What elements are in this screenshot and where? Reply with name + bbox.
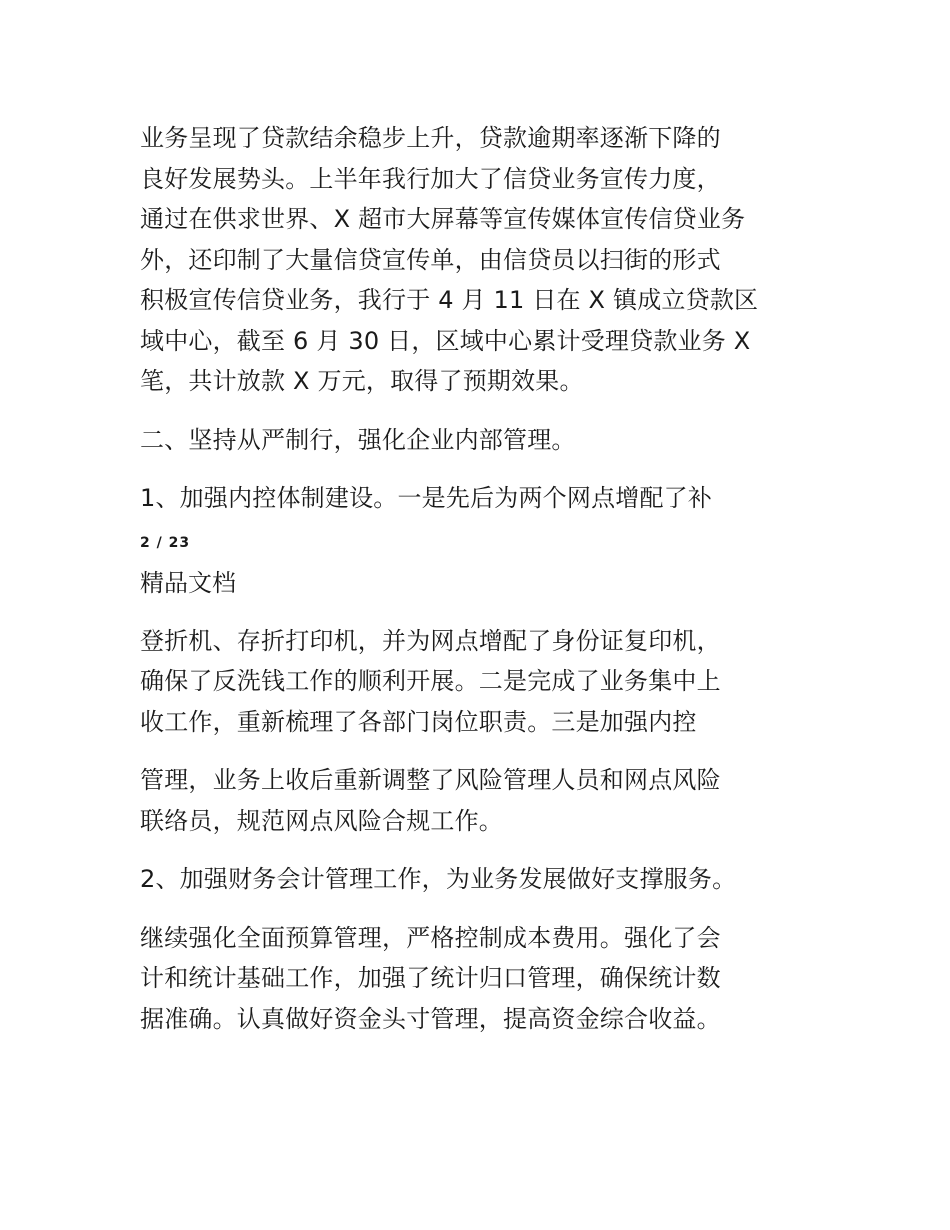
paragraph-budget-management <box>140 918 820 1040</box>
page-number: 2 / 23 <box>140 534 191 551</box>
item-2-line: 2、加强财务会计管理工作，为业务发展做好支撑服务。 <box>140 865 737 893</box>
text-line: 据准确。认真做好资金头寸管理，提高资金综合收益。 <box>140 1004 721 1033</box>
text-line: 管理，业务上收后重新调整了风险管理人员和网点风险 <box>140 766 721 794</box>
paragraph-loan-business <box>140 118 820 402</box>
text-line: 计和统计基础工作，加强了统计归口管理，确保统计数 <box>140 964 721 992</box>
paragraph-internal-control <box>140 621 820 743</box>
text-line: 业务呈现了贷款结余稳步上升，贷款逾期率逐渐下降的 <box>140 124 721 152</box>
text-line: 联络员，规范网点风险合规工作。 <box>140 806 503 835</box>
text-line: 笔，共计放款 X 万元，取得了预期效果。 <box>140 367 584 395</box>
section-heading-2: 二、坚持从严制行，强化企业内部管理。 <box>140 425 576 454</box>
paragraph-risk-management <box>140 760 820 841</box>
page-header-label: 精品文档 <box>140 568 236 597</box>
text-line: 登折机、存折打印机，并为网点增配了身份证复印机， <box>140 626 721 655</box>
text-line: 继续强化全面预算管理，严格控制成本费用。强化了会 <box>140 923 721 952</box>
text-line: 良好发展势头。上半年我行加大了信贷业务宣传力度， <box>140 164 721 193</box>
text-line: 外，还印制了大量信贷宣传单，由信贷员以扫街的形式 <box>140 245 721 274</box>
text-line: 确保了反洗钱工作的顺利开展。二是完成了业务集中上 <box>140 667 721 695</box>
text-line: 收工作，重新梳理了各部门岗位职责。三是加强内控 <box>140 707 697 736</box>
document-page <box>140 118 820 1039</box>
text-line: 积极宣传信贷业务，我行于 4 月 11 日在 X 镇成立贷款区 <box>140 286 759 314</box>
text-line: 通过在供求世界、X 超市大屏幕等宣传媒体宣传信贷业务 <box>140 205 746 233</box>
item-1-line: 1、加强内控体制建设。一是先后为两个网点增配了补 <box>140 484 713 512</box>
text-line: 域中心，截至 6 月 30 日，区域中心累计受理贷款业务 X <box>140 326 751 355</box>
